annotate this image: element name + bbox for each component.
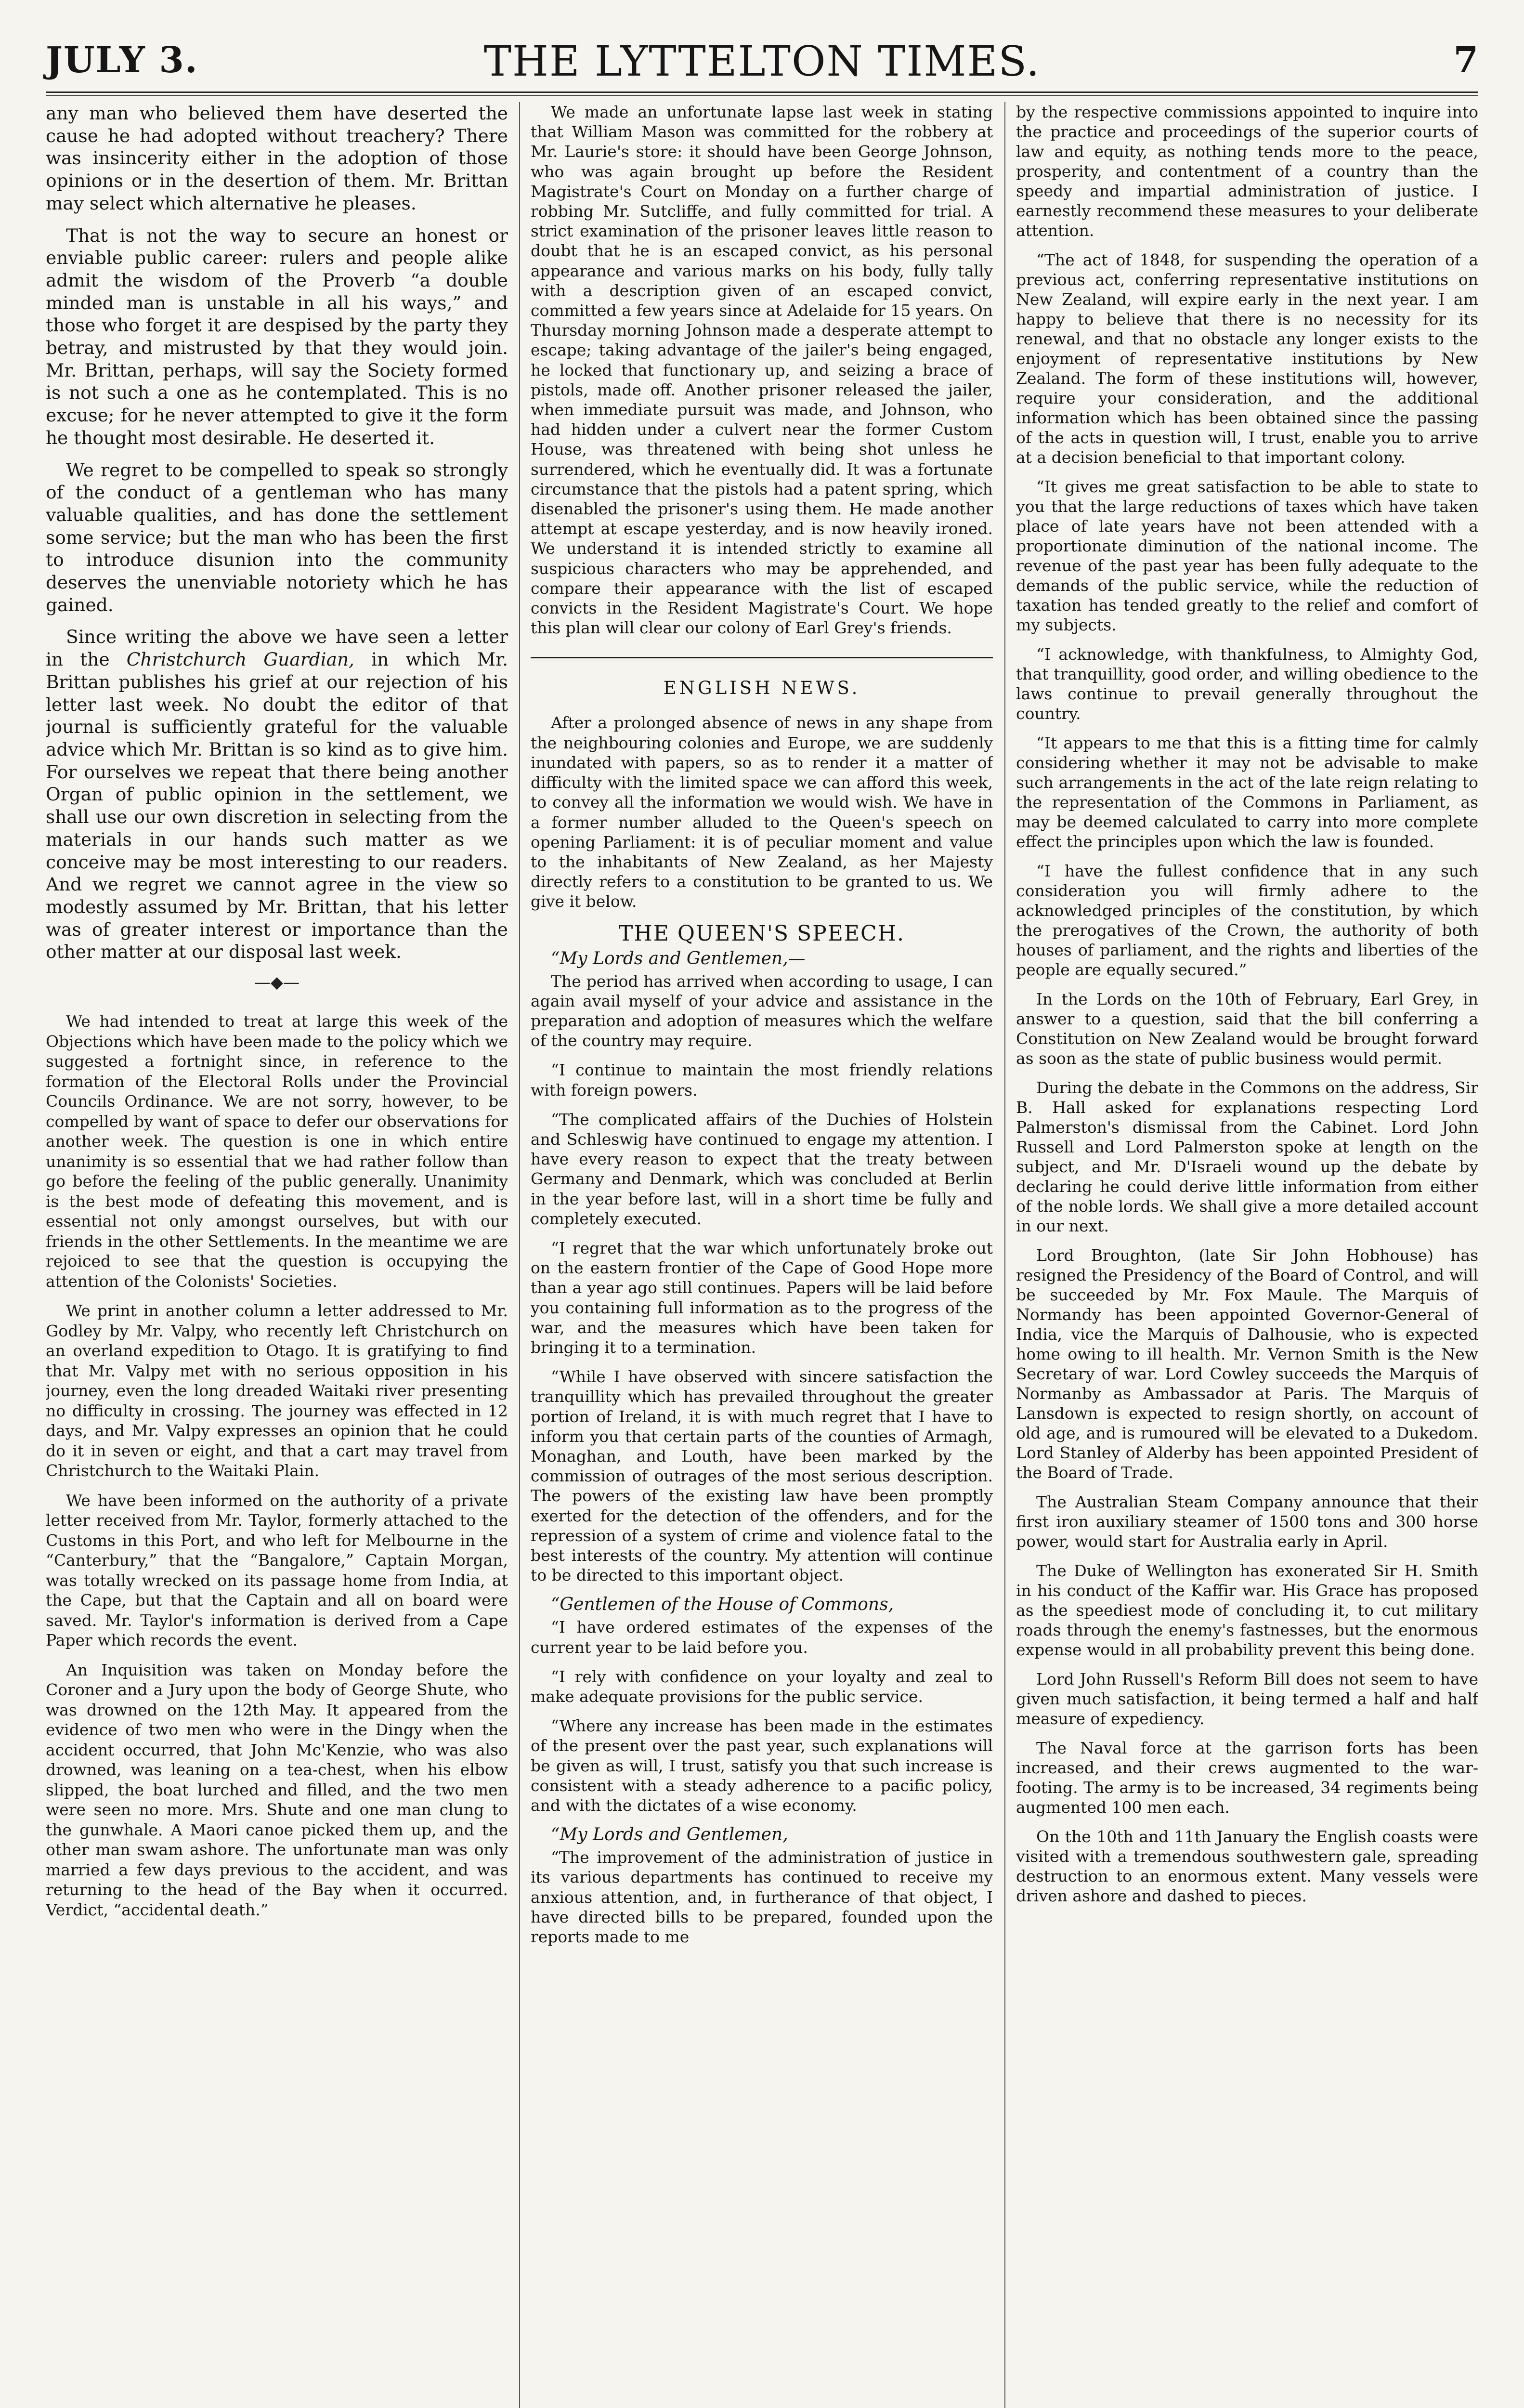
article-paragraph: We regret to be compelled to speak so strongly of the conduct of a gentleman who has many valuable qualities, and has done the settlement some service; but the man who has been the first to introduce disunion into the community deserves the unenviable notoriety which he has gained. <box>46 459 508 615</box>
article-heading: THE QUEEN'S SPEECH. <box>619 921 905 946</box>
speech-paragraph: “The complicated affairs of the Duchies of Holstein and Schleswig have continued to engage my attention. I have every reason to expect that the treaty between Germany and Denmark, which was concluded at Berlin in the year before last, will in a short time be fully and completely executed. <box>531 1110 993 1228</box>
news-paragraph: Lord John Russell's Reform Bill does not seem to have given much satisfaction, it being termed a half and half measure of expediency. <box>1016 1670 1478 1728</box>
speech-paragraph: “While I have observed with sincere satisfaction the tranquillity which has prevailed throughout the greater portion of Ireland, it is with much regret that I have to inform you that certain parts of the counties of Armagh, Monaghan, and Louth, have been marked by the commission of outrages of the most serious description. The powers of the existing law have been promptly exerted for the detection of the offenders, and for the repression of a system of crime and violence fatal to the best interests of the country. My attention will continue to be directed to this important object. <box>531 1367 993 1585</box>
speech-paragraph: “I have ordered estimates of the expenses of the current year to be laid before you. <box>531 1618 993 1657</box>
article-paragraph: We have been informed on the authority of a private letter received from Mr. Taylor, formerly attached to the Customs in this Port, and who left for Melbourne in the “Canterbury,” that the “Bangalore,” Captain Morgan, was totally wrecked on its passage home from India, at the Cape, but that the Captain and all on board were saved. Mr. Taylor's information is derived from a Cape Paper which records the event. <box>46 1491 508 1650</box>
newspaper-name: Christchurch Guardian, <box>126 649 355 670</box>
article-paragraph: We print in another column a letter addressed to Mr. Godley by Mr. Valpy, who recently left Christchurch on an overland expedition to Otago. It is gratifying to find that Mr. Valpy met with no serious opposition in his journey, even the long dreaded Waitaki river presenting no difficulty in crossing. The journey was effected in 12 days, and Mr. Valpy expresses an opinion that he could do it in seven or eight, and that a cart may travel from Christchurch to the Waitaki Plain. <box>46 1301 508 1480</box>
speech-paragraph: “I continue to maintain the most friendly relations with foreign powers. <box>531 1060 993 1099</box>
speech-paragraph: by the respective commissions appointed to inquire into the practice and proceedings of the superior courts of law and equity, as nothing tends more to the peace, prosperity, and contentment of a country than the speedy and impartial administration of justice. I earnestly recommend these measures to your deliberate attention. <box>1016 103 1478 240</box>
speech-paragraph: “I have the fullest confidence that in any such consideration you will firmly adhere to the acknowledged principles of the constitution, by which the prerogatives of the Crown, the authority of both houses of parliament, and the rights and liberties of the people are equally secured.” <box>1016 862 1478 979</box>
speech-paragraph: “I regret that the war which unfortunately broke out on the eastern frontier of the Cape of Good Hope more than a year ago still continues. Papers will be laid before you containing full information as to the progress of the war, and the measures which have been taken for bringing it to a termination. <box>531 1238 993 1357</box>
article-paragraph: After a prolonged absence of news in any shape from the neighbouring colonies and Europe, we are suddenly inundated with papers, so as to render it a matter of difficulty with the limited space we can afford this week, to convey all the information we would wish. We have in a former number alluded to the Queen's speech on opening Parliament: it is of peculiar moment and value to the inhabitants of New Zealand, as her Majesty directly refers to a constitution to be granted to us. We give it below. <box>531 713 993 911</box>
news-paragraph: The Australian Steam Company announce that their first iron auxiliary steamer of 1500 tons and 300 horse power, would start for Australia early in April. <box>1016 1492 1478 1551</box>
speech-paragraph: “Where any increase has been made in the estimates of the present over the past year, such explanations will be given as will, I trust, satisfy you that such increase is consistent with a steady adherence to a pacific policy, and with the dictates of a wise economy. <box>531 1716 993 1815</box>
speech-salutation: “My Lords and Gentlemen, <box>551 1825 788 1845</box>
speech-paragraph: “It gives me great satisfaction to be able to state to you that the large reductions of taxes which have taken place of late years have not been attended with a proportionate diminution of the national income. The revenue of the past year has been fully adequate to the demands of the public service, while the reduction of taxation has tended greatly to the relief and comfort of my subjects. <box>1016 477 1478 634</box>
news-paragraph: During the debate in the Commons on the address, Sir B. Hall asked for explanations respecting Lord Palmerston's dismissal from the Cabinet. Lord John Russell and Lord Palmerston spoke at length on the subject, and Mr. D'Israeli wound up the debate by declaring he could derive little information from either of the noble lords. We shall give a more detailed account in our next. <box>1016 1078 1478 1235</box>
news-paragraph: The Duke of Wellington has exonerated Sir H. Smith in his conduct of the Kaffir war. His Grace has proposed as the speediest mode of concluding it, to cut military roads through the enemy's fastnesses, but the enormous expense would in all probability prevent this being done. <box>1016 1561 1478 1659</box>
page-number: 7 <box>1453 39 1478 81</box>
article-paragraph: We had intended to treat at large this week of the Objections which have been made to the policy which we suggested a fortnight since, in reference to the formation of the Electoral Rolls under the Provincial Councils Ordinance. We are not sorry, however, to be compelled by want of space to defer our observations for another week. The question is one in which entire unanimity is so essential that we had rather follow than go before the feeling of the public generally. Unanimity is the best mode of defeating this movement, and is essential not only amongst ourselves, but with our friends in the other Settlements. In the meantime we are rejoiced to see that the question is occupying the attention of the Colonists' Societies. <box>46 1012 508 1291</box>
news-paragraph: Lord Broughton, (late Sir John Hobhouse) has resigned the Presidency of the Board of Control, and will be succeeded by Mr. Fox Maule. The Marquis of Normandy has been appointed Governor-General of India, vice the Marquis of Dalhousie, who is expected home owing to ill health. Mr. Vernon Smith is the New Secretary of war. Lord Cowley succeeds the Marquis of Normanby as Ambassador at Paris. The Marquis of Lansdown is expected to resign shortly, on account of old age, and is rumoured will be elevated to a Dukedom. Lord Stanley of Alderby has been appointed President of the Board of Trade. <box>1016 1246 1478 1482</box>
section-divider-ornament: —◆— <box>254 973 300 993</box>
column-divider <box>1004 102 1005 2408</box>
paragraph-text: Since writing the above we have seen a letter in the <box>46 626 508 670</box>
news-paragraph: The Naval force at the garrison forts has been increased, and their crews augmented to the war-footing. The army is to be increased, 34 regiments being augmented 100 men each. <box>1016 1739 1478 1817</box>
speech-paragraph: “I rely with confidence on your loyalty and zeal to make adequate provisions for the public service. <box>531 1667 993 1706</box>
speech-paragraph: “It appears to me that this is a fitting time for calmly considering whether it may not be advisable to make such arrangements in the act of the late reign relating to the representation of the Commons in Parliament, as may be deemed calculated to carry into more complete effect the principles upon which the law is founded. <box>1016 733 1478 851</box>
article-paragraph <box>46 626 508 963</box>
speech-salutation: “Gentlemen of the House of Commons, <box>551 1595 894 1615</box>
speech-paragraph: “The improvement of the administration of justice in its various departments has continued to receive my anxious attention, and, in furtherance of that object, I have directed bills to be prepared, founded upon the reports made to me <box>531 1848 993 1947</box>
speech-paragraph: The period has arrived when according to usage, I can again avail myself of your advice and assistance in the preparation and adoption of measures which the welfare of the country may require. <box>531 971 993 1050</box>
column-1 <box>46 102 508 1929</box>
speech-paragraph: “The act of 1848, for suspending the operation of a previous act, conferring representative institutions on New Zealand, will expire early in the next year. I am happy to believe that there is no necessity for its renewal, and that no obstacle any longer exists to the enjoyment of representative institutions by New Zealand. The form of these institutions will, however, require your consideration, and the additional information which has been obtained since the passing of the acts in question will, I trust, enable you to arrive at a decision beneficial to that important colony. <box>1016 250 1478 467</box>
article-paragraph: An Inquisition was taken on Monday before the Coroner and a Jury upon the body of George Shute, who was drowned on the 12th May. It appeared from the evidence of two men who were in the Dingy when the accident occurred, that John Mc'Kenzie, who was also drowned, was leaning on a tea-chest, when his elbow slipped, the boat lurched and filled, and the two men were seen no more. Mrs. Shute and one man clung to the gunwhale. A Maori canoe picked them up, and the other man swam ashore. The unfortunate man was only married a few days previous to the accident, and was returning to the head of the Bay when it occurred. Verdict, “accidental death.” <box>46 1660 508 1919</box>
speech-paragraph: “I acknowledge, with thankfulness, to Almighty God, that tranquillity, good order, and willing obedience to the laws continue to prevail generally throughout the country. <box>1016 645 1478 723</box>
speech-salutation: “My Lords and Gentlemen,— <box>551 948 806 968</box>
article-paragraph: We made an unfortunate lapse last week in stating that William Mason was committed for the robbery at Mr. Laurie's store: it should have been George Johnson, who was again brought up before the Resident Magistrate's Court on Monday on a further charge of robbing Mr. Sutcliffe, and fully committed for trial. A strict examination of the prisoner leaves little reason to doubt that he is an escaped convict, as his personal appearance and various marks on his body, fully tally with a description given of an escaped convict, committed a few years since at Adelaide for 15 years. On Thursday morning Johnson made a desperate attempt to escape; taking advantage of the jailer's being engaged, he locked that functionary up, and seizing a brace of pistols, made off. Another prisoner released the jailer, when immediate pursuit was made, and Johnson, who had hidden under a culvert near the former Custom House, was threatened with being shot unless he surrendered, which he eventually did. It was a fortunate circumstance that the pistols had a patent spring, which disenabled the prisoner's using them. He made another attempt at escape yesterday, and is now heavily ironed. We understand it is intended strictly to examine all suspicious characters who may be apprehended, and compare their appearance with the list of escaped convicts in the Resident Magistrate's Court. We hope this plan will clear our colony of Earl Grey's friends. <box>531 103 993 638</box>
column-3 <box>1016 102 1478 1915</box>
column-divider <box>519 102 520 2408</box>
section-rule <box>531 657 993 660</box>
paragraph-text: in which Mr. Brittan publishes his grief at our rejection of his letter last week. No doubt the editor of that journal is sufficiently grateful for the valuable advice which Mr. Brittan is so kind as to give him. For ourselves we repeat that there being another Organ of public opinion in the settlement, we shall use our own discretion in selecting from the materials in our hands such matter as we conceive may be most interesting to our readers. And we regret we cannot agree in the view so modestly assumed by Mr. Brittan, that his letter was of greater interest or importance than the other matter at our disposal last week. <box>46 649 508 963</box>
issue-date: JULY 3. <box>46 39 198 81</box>
news-paragraph: In the Lords on the 10th of February, Earl Grey, in answer to a question, said that the bill conferring a Constitution on New Zealand would be brought forward as soon as the state of public business would permit. <box>1016 990 1478 1068</box>
masthead <box>46 29 1478 87</box>
article-paragraph: That is not the way to secure an honest or enviable public career: rulers and people alike admit the wisdom of the Proverb “a double minded man is unstable in all his ways,” and those who forget it are despised by the party they betray, and mistrusted by that they would join. Mr. Brittan, perhaps, will say the Society formed is not such a one as he contemplated. This is no excuse; for he never attempted to give it the form he thought most desirable. He deserted it. <box>46 224 508 448</box>
news-paragraph: On the 10th and 11th January the English coasts were visited with a tremendous southwestern gale, spreading destruction to an enormous extent. Many vessels were driven ashore and dashed to pieces. <box>1016 1827 1478 1905</box>
column-2 <box>531 102 993 1956</box>
newspaper-title: THE LYTTELTON TIMES. <box>483 38 1041 86</box>
masthead-rule <box>46 92 1478 96</box>
article-paragraph: any man who believed them have deserted the cause he had adopted without treachery? There was insincerity either in the adoption of those opinions or in the desertion of them. Mr. Brittan may select which alternative he pleases. <box>46 103 508 214</box>
section-heading: ENGLISH NEWS. <box>663 678 860 699</box>
